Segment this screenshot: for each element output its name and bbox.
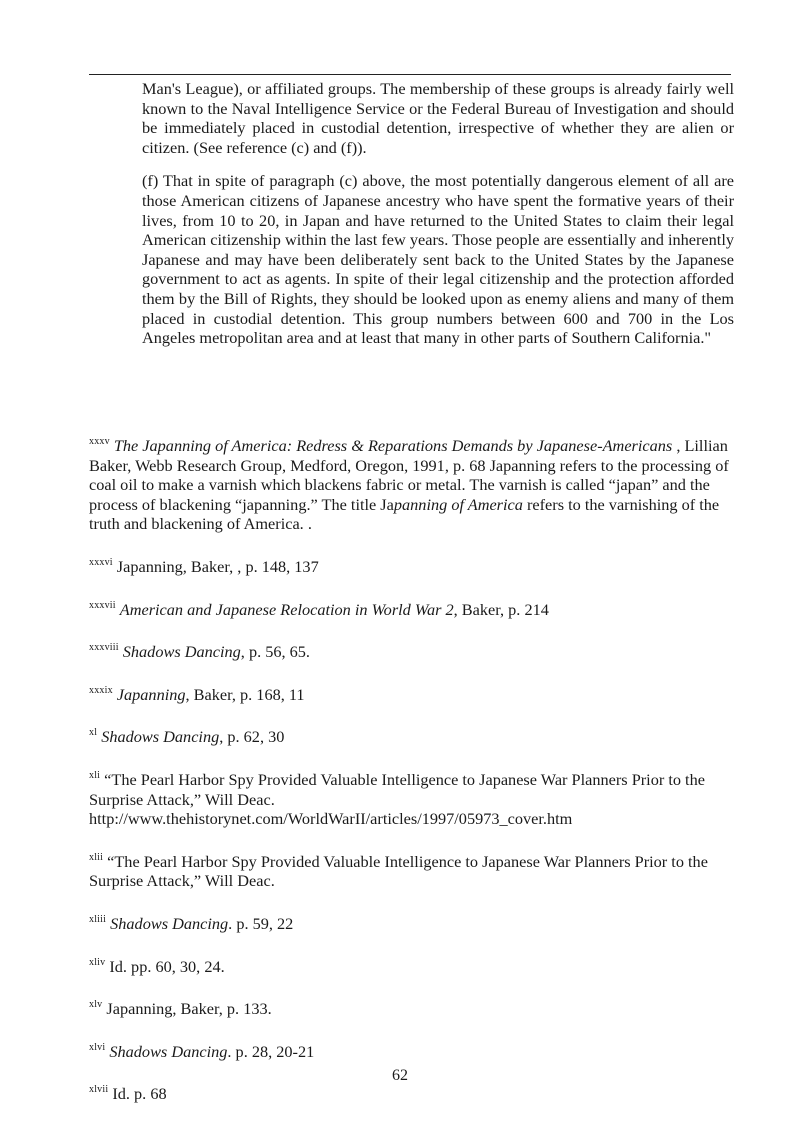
block-quote — [142, 79, 734, 362]
endnote-title: Shadows Dancing — [101, 727, 220, 747]
quote-paragraph-1: Man's League), or affiliated groups. The membership of these groups is already fairly well known to the Naval Intelligence Service or the Federal Bureau of Investigation and should be immediately placed in custodial detention, irrespective of whether they are alien or citizen. (See reference (c) and (f)). — [142, 79, 734, 157]
endnote-xliv — [89, 953, 734, 977]
endnote-text: Japanning, Baker, , p. 148, 137 — [116, 556, 319, 576]
endnote-marker: xxxvi — [89, 556, 113, 568]
endnote-text: Id. p. 68 — [112, 1084, 167, 1104]
endnote-marker: xliv — [89, 956, 106, 968]
endnote-xlv — [89, 995, 734, 1019]
quote-paragraph-2: (f) That in spite of paragraph (c) above, the most potentially dangerous element of all are those American citizens of Japanese ancestry who have spent the formative years of their lives, from 10 to 20, in Japan and have returned to the United States to claim their legal American citizenship within the last few years. Those people are essentially and inherently Japanese and may have been deliberately sent back to the United States by the Japanese government to act as agents. In spite of their legal citizenship and the protection afforded them by the Bill of Rights, they should be looked upon as enemy aliens and many of them placed in custodial detention. This group numbers between 600 and 700 in the Los Angeles metropolitan area and at least that many in other parts of Southern California." — [142, 171, 734, 348]
endnote-xxxix — [89, 681, 734, 705]
endnote-xli — [89, 766, 734, 829]
endnote-text: . p. 59, 22 — [228, 913, 294, 933]
endnote-xliii — [89, 910, 734, 934]
endnote-title-2: panning of America — [393, 494, 523, 514]
endnote-text: “The Pearl Harbor Spy Provided Valuable Intelligence to Japanese War Planners Prior to the Surprise Attack,” Will Deac. — [89, 769, 705, 809]
endnote-marker: xxxviii — [89, 642, 119, 654]
endnote-marker: xl — [89, 727, 98, 739]
endnote-title: Shadows Dancing — [109, 1041, 228, 1061]
endnote-text: Id. pp. 60, 30, 24. — [109, 956, 225, 976]
endnote-text: , Baker, p. 168, 11 — [185, 684, 305, 704]
endnote-text: Japanning, Baker, p. 133. — [106, 999, 272, 1019]
endnote-title: Shadows Dancing — [122, 642, 241, 662]
endnote-text: , p. 62, 30 — [219, 727, 285, 747]
endnote-marker: xlvii — [89, 1084, 109, 1096]
page-number: 62 — [392, 1067, 408, 1084]
endnote-xl — [89, 723, 734, 747]
endnote-title: Shadows Dancing — [110, 913, 229, 933]
endnote-xxxvii — [89, 596, 734, 620]
endnote-xxxvi — [89, 553, 734, 577]
endnote-text: . p. 28, 20-21 — [227, 1041, 315, 1061]
endnote-text: , Lillian Baker, Webb Research Group, Medford, Oregon, 1991, p. 68 Japanning refers to the processing of coal oil to make a varnish which blackens fabric or metal. The varnish is called “japan” and the process of blackening “japanning.” The title Ja — [89, 436, 729, 514]
endnote-marker: xlv — [89, 999, 103, 1011]
endnote-xlii — [89, 848, 734, 891]
endnote-marker: xli — [89, 769, 101, 781]
endnote-marker: xxxvii — [89, 599, 116, 611]
endnote-url: http://www.thehistorynet.com/WorldWarII/articles/1997/05973_cover.htm — [89, 809, 573, 829]
endnote-marker: xxxix — [89, 684, 113, 696]
endnote-xlvi — [89, 1038, 734, 1062]
endnote-text: , Baker, p. 214 — [453, 599, 549, 619]
endnote-title: American and Japanese Relocation in World War 2 — [119, 599, 454, 619]
endnote-marker: xlii — [89, 851, 104, 863]
endnote-marker: xlvi — [89, 1041, 106, 1053]
endnote-marker: xxxv — [89, 436, 110, 447]
endnote-text-2: refers to the varnishing of the truth and blackening of America. . — [89, 494, 720, 534]
endnote-xxxv — [89, 432, 734, 534]
endnote-title: The Japanning of America: Redress & Reparations Demands by Japanese-Americans — [113, 436, 673, 455]
endnote-text: , p. 56, 65. — [240, 642, 310, 662]
endnote-marker: xliii — [89, 913, 107, 925]
footnote-rule — [89, 74, 731, 75]
endnote-text: “The Pearl Harbor Spy Provided Valuable Intelligence to Japanese War Planners Prior to the Surprise Attack,” Will Deac. — [89, 851, 708, 891]
endnote-xxxviii — [89, 638, 734, 662]
endnote-title: Japanning — [116, 684, 186, 704]
endnotes — [89, 432, 734, 1123]
